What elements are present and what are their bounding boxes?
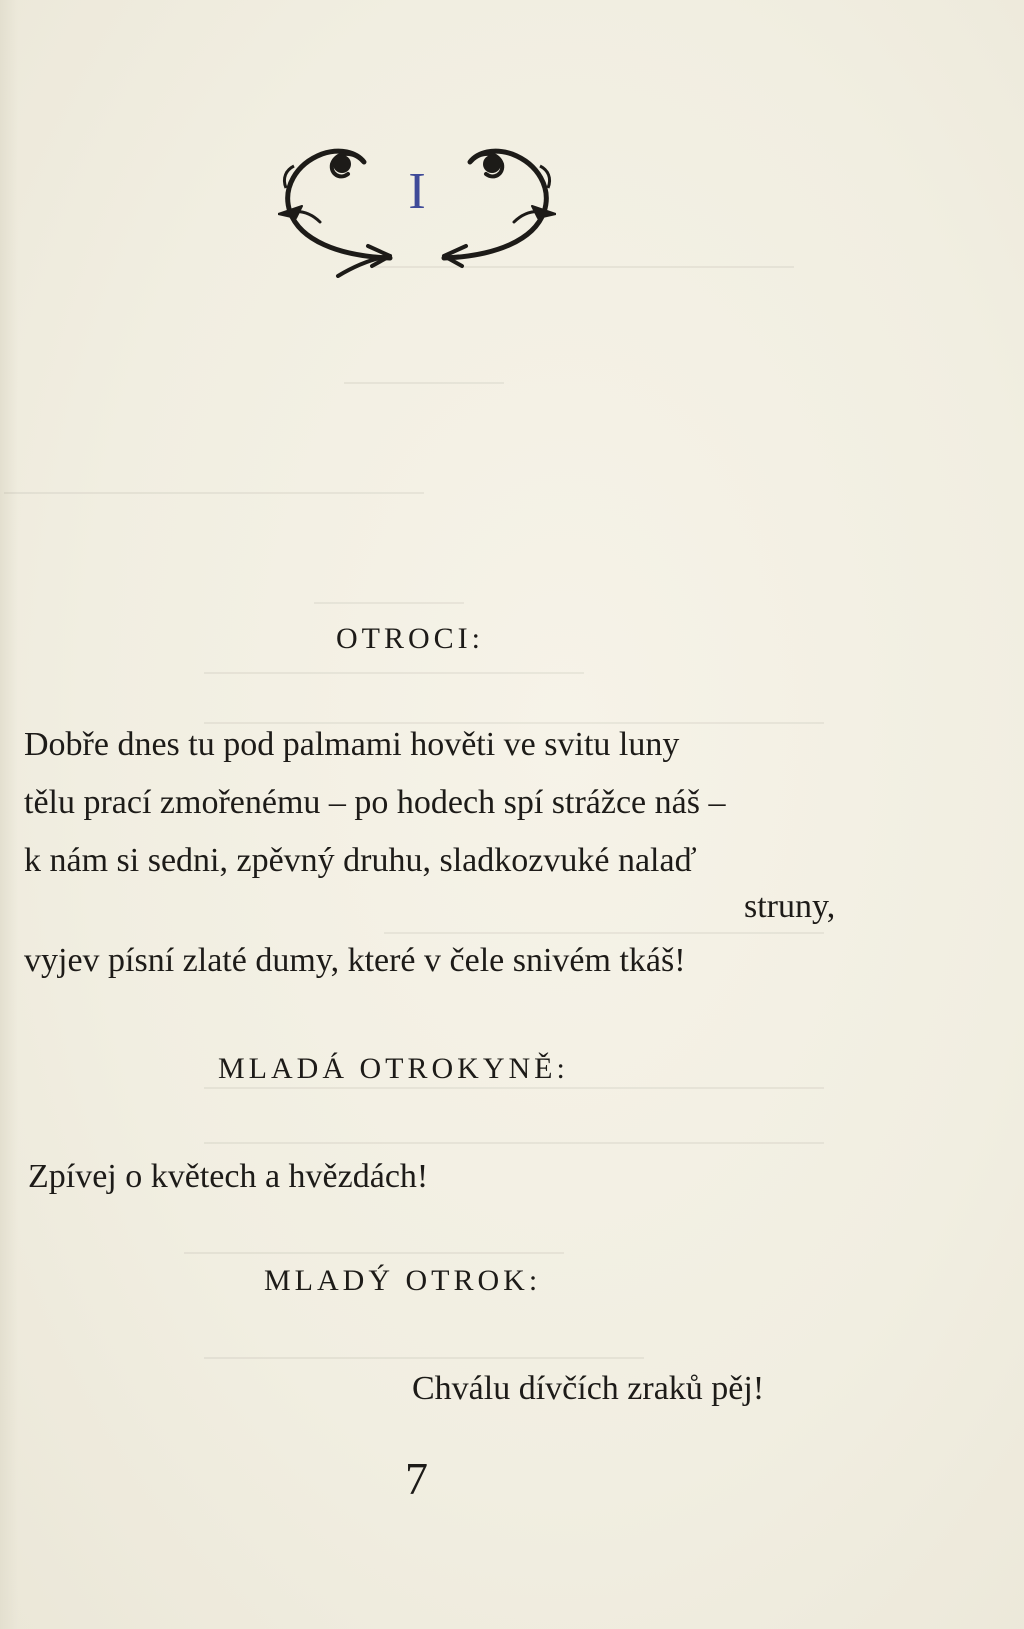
verse-line: Dobře dnes tu pod palmami hověti ve svitu luny — [24, 726, 680, 763]
verse-line: vyjev písní zlaté dumy, které v čele snivém tkáš! — [24, 942, 686, 979]
verse-line: Chválu dívčích zraků pěj! — [412, 1370, 765, 1407]
chapter-ornament — [278, 128, 556, 278]
verse-line: Zpívej o květech a hvězdách! — [28, 1158, 429, 1195]
speaker-label-mlada-otrokyne: MLADÁ OTROKYNĚ: — [218, 1052, 569, 1085]
verse-line: k nám si sedni, zpěvný druhu, sladkozvuké nalaď — [24, 842, 697, 879]
verse-line-continuation: struny, — [744, 888, 836, 925]
chapter-numeral: I — [408, 163, 426, 220]
speaker-label-otroci: OTROCI: — [336, 622, 484, 655]
verse-line: tělu prací zmořenému – po hodech spí strážce náš – — [24, 784, 726, 821]
speaker-label-mlady-otrok: MLADÝ OTROK: — [264, 1264, 542, 1297]
page-number: 7 — [405, 1453, 428, 1504]
